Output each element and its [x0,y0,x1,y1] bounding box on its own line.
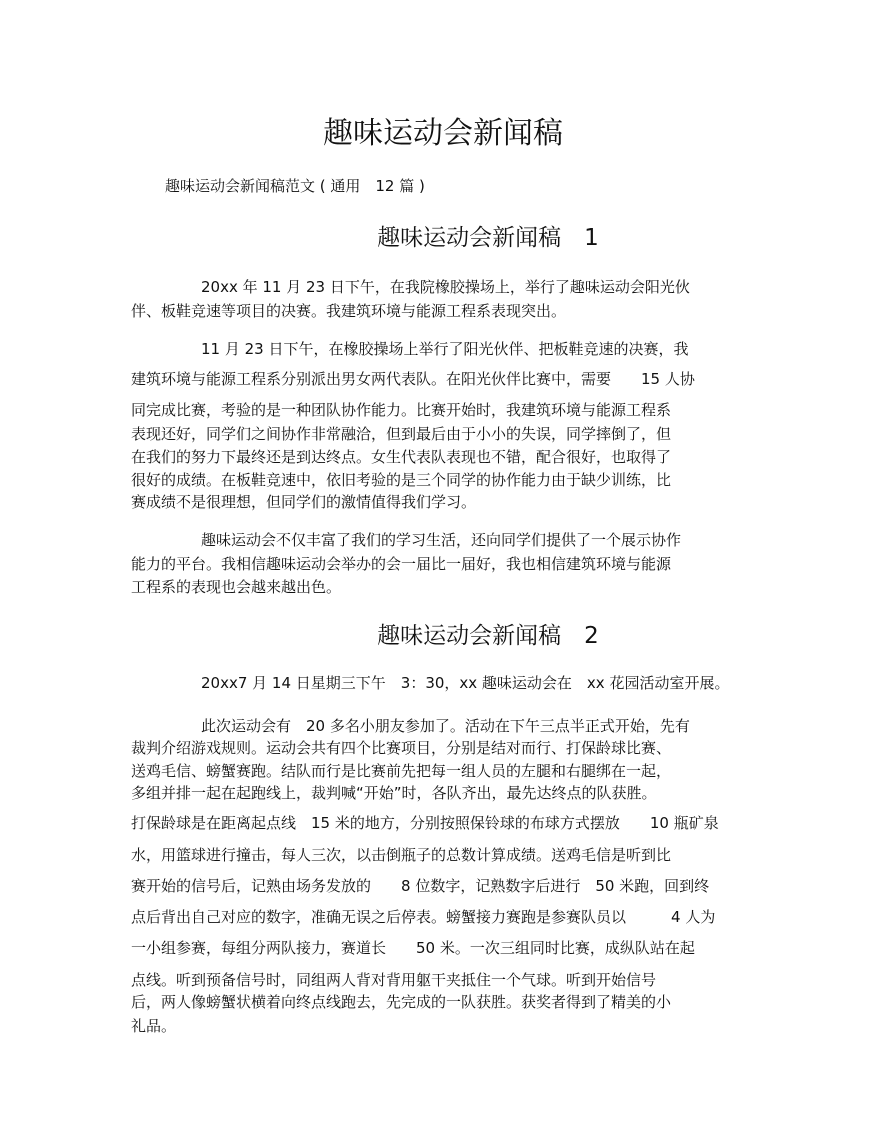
paragraph-line: 能力的平台。我相信趣味运动会举办的会一届比一届好，我也相信建筑环境与能源 [131,555,672,573]
paragraph-line: 20xx7 月 14 日星期三下午 3：30，xx 趣味运动会在 xx 花园活动室开展。 [201,674,730,692]
paragraph-line: 水，用篮球进行撞击，每人三次，以击倒瓶子的总数计算成绩。送鸡毛信是听到比 [131,846,672,864]
paragraph-line: 点后背出自己对应的数字，准确无误之后停表。螃蟹接力赛跑是参赛队员以 4 人为 [131,908,716,926]
page-title: 趣味运动会新闻稿 [323,116,563,151]
paragraph-line: 伴、板鞋竞速等项目的决赛。我建筑环境与能源工程系表现突出。 [131,302,567,320]
paragraph-line: 很好的成绩。在板鞋竞速中，依旧考验的是三个同学的协作能力由于缺少训练，比 [131,471,672,489]
document-subtitle: 趣味运动会新闻稿范文 ( 通用 12 篇 ) [165,177,425,195]
paragraph-line: 点线。听到预备信号时，同组两人背对背用躯干夹抵住一个气球。听到开始信号 [131,971,657,989]
section-heading: 趣味运动会新闻稿 1 [377,225,599,251]
paragraph-line: 后，两人像螃蟹状横着向终点线跑去，先完成的一队获胜。获奖者得到了精美的小 [131,993,672,1011]
paragraph-line: 工程系的表现也会越来越出色。 [131,578,342,596]
paragraph-line: 趣味运动会不仅丰富了我们的学习生活，还向同学们提供了一个展示协作 [201,531,682,549]
paragraph-line: 表现还好，同学们之间协作非常融洽，但到最后由于小小的失误，同学摔倒了，但 [131,425,672,443]
paragraph-line: 11 月 23 日下午，在橡胶操场上举行了阳光伙伴、把板鞋竞速的决赛，我 [201,340,689,358]
paragraph-line: 打保龄球是在距离起点线 15 米的地方，分别按照保铃球的布球方式摆放 10 瓶矿泉 [131,814,719,832]
paragraph-line: 裁判介绍游戏规则。运动会共有四个比赛项目，分别是结对而行、打保龄球比赛、 [131,739,672,757]
paragraph-line: 送鸡毛信、螃蟹赛跑。结队而行是比赛前先把每一组人员的左腿和右腿绑在一起， [131,762,672,780]
paragraph-line: 同完成比赛，考验的是一种团队协作能力。比赛开始时，我建筑环境与能源工程系 [131,401,672,419]
paragraph-line: 此次运动会有 20 多名小朋友参加了。活动在下午三点半正式开始，先有 [201,717,690,735]
section-heading: 趣味运动会新闻稿 2 [377,623,599,649]
paragraph-line: 一小组参赛，每组分两队接力，赛道长 50 米。一次三组同时比赛，成纵队站在起 [131,939,695,957]
paragraph-line: 礼品。 [131,1017,177,1035]
paragraph-line: 多组并排一起在起跑线上，裁判喊“开始”时，各队齐出，最先达终点的队获胜。 [131,784,657,802]
paragraph-line: 20xx 年 11 月 23 日下午，在我院橡胶操场上，举行了趣味运动会阳光伙 [201,278,690,296]
paragraph-line: 赛开始的信号后，记熟由场务发放的 8 位数字，记熟数字后进行 50 米跑，回到终 [131,877,710,895]
paragraph-line: 建筑环境与能源工程系分别派出男女两代表队。在阳光伙伴比赛中，需要 15 人协 [131,370,695,388]
paragraph-line: 赛成绩不是很理想，但同学们的激情值得我们学习。 [131,493,477,511]
paragraph-line: 在我们的努力下最终还是到达终点。女生代表队表现也不错，配合很好，也取得了 [131,448,672,466]
